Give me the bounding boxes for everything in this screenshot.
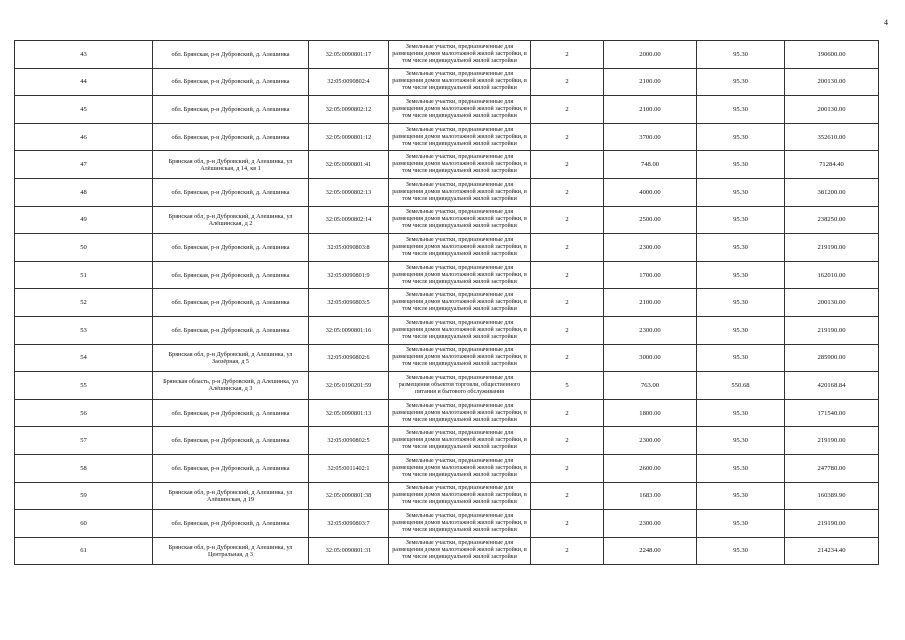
category-cell: 2 <box>531 178 604 206</box>
address-cell: Брянская обл, р-н Дубровский, д Алешинка, ул Центральная, д 3 <box>153 537 309 565</box>
area-cell: 2100.00 <box>604 68 697 96</box>
land-use-cell: Земельные участки, предназначенные для размещения домов малоэтажной жилой застройки, в том числе индивидуальной жилой застройки <box>389 537 531 565</box>
rate-cell: 95.30 <box>697 41 785 69</box>
row-number-cell: 49 <box>15 206 153 234</box>
row-number-cell: 56 <box>15 399 153 427</box>
rate-cell: 95.30 <box>697 178 785 206</box>
rate-cell: 95.30 <box>697 454 785 482</box>
table-row <box>15 427 879 455</box>
category-cell: 2 <box>531 427 604 455</box>
cadastral-value-cell: 238250.00 <box>785 206 879 234</box>
category-cell: 2 <box>531 454 604 482</box>
cadastral-value-cell: 160389.90 <box>785 482 879 510</box>
area-cell: 1700.00 <box>604 261 697 289</box>
rate-cell: 95.30 <box>697 68 785 96</box>
address-cell: обл. Брянская, р-н Дубровский, д. Алешинка <box>153 454 309 482</box>
address-cell: Брянская обл, р-н Дубровский, д Алешинка, ул Алёшинская, д 2 <box>153 206 309 234</box>
area-cell: 2248.00 <box>604 537 697 565</box>
land-use-cell: Земельные участки, предназначенные для размещения объектов торговли, общественного питания и бытового обслуживания <box>389 372 531 400</box>
address-cell: обл. Брянская, р-н Дубровский, д. Алешинка <box>153 289 309 317</box>
land-use-cell: Земельные участки, предназначенные для размещения домов малоэтажной жилой застройки, в том числе индивидуальной жилой застройки <box>389 399 531 427</box>
land-use-cell: Земельные участки, предназначенные для размещения домов малоэтажной жилой застройки, в том числе индивидуальной жилой застройки <box>389 96 531 124</box>
area-cell: 2300.00 <box>604 427 697 455</box>
cadastral-value-cell: 190600.00 <box>785 41 879 69</box>
category-cell: 2 <box>531 234 604 262</box>
land-use-cell: Земельные участки, предназначенные для размещения домов малоэтажной жилой застройки, в том числе индивидуальной жилой застройки <box>389 510 531 538</box>
table-row <box>15 482 879 510</box>
address-cell: обл. Брянская, р-н Дубровский, д. Алешинка <box>153 178 309 206</box>
area-cell: 2300.00 <box>604 316 697 344</box>
address-cell: Брянская обл, р-н Дубровский, д Алешинка, ул Алёшинская, д 19 <box>153 482 309 510</box>
row-number-cell: 60 <box>15 510 153 538</box>
area-cell: 4000.00 <box>604 178 697 206</box>
category-cell: 2 <box>531 261 604 289</box>
cadastral-number-cell: 32:05:0090801:9 <box>309 261 389 289</box>
address-cell: обл. Брянская, р-н Дубровский, д. Алешинка <box>153 510 309 538</box>
area-cell: 3000.00 <box>604 344 697 372</box>
area-cell: 1800.00 <box>604 399 697 427</box>
category-cell: 2 <box>531 68 604 96</box>
cadastral-number-cell: 32:05:0090801:16 <box>309 316 389 344</box>
cadastral-value-cell: 200130.00 <box>785 96 879 124</box>
category-cell: 2 <box>531 289 604 317</box>
rate-cell: 95.30 <box>697 399 785 427</box>
category-cell: 5 <box>531 372 604 400</box>
address-cell: обл. Брянская, р-н Дубровский, д. Алешинка <box>153 261 309 289</box>
row-number-cell: 47 <box>15 151 153 179</box>
address-cell: обл. Брянская, р-н Дубровский, д. Алешинка <box>153 41 309 69</box>
cadastral-number-cell: 32:05:0190201:59 <box>309 372 389 400</box>
cadastral-number-cell: 32:05:0090803:5 <box>309 289 389 317</box>
address-cell: обл. Брянская, р-н Дубровский, д. Алешинка <box>153 68 309 96</box>
category-cell: 2 <box>531 316 604 344</box>
table-row <box>15 399 879 427</box>
cadastral-number-cell: 32:05:0090801:12 <box>309 123 389 151</box>
cadastral-number-cell: 32:05:0090801:38 <box>309 482 389 510</box>
row-number-cell: 58 <box>15 454 153 482</box>
row-number-cell: 43 <box>15 41 153 69</box>
row-number-cell: 44 <box>15 68 153 96</box>
row-number-cell: 55 <box>15 372 153 400</box>
address-cell: Брянская обл, р-н Дубровский, д Алешинка, ул Заозёрная, д 5 <box>153 344 309 372</box>
land-use-cell: Земельные участки, предназначенные для размещения домов малоэтажной жилой застройки, в том числе индивидуальной жилой застройки <box>389 427 531 455</box>
page-number: 4 <box>884 18 888 27</box>
cadastral-number-cell: 32:05:0011402:1 <box>309 454 389 482</box>
cadastral-number-cell: 32:05:0090801:17 <box>309 41 389 69</box>
land-use-cell: Земельные участки, предназначенные для размещения домов малоэтажной жилой застройки, в том числе индивидуальной жилой застройки <box>389 316 531 344</box>
cadastral-number-cell: 32:05:0090803:7 <box>309 510 389 538</box>
land-use-cell: Земельные участки, предназначенные для размещения домов малоэтажной жилой застройки, в том числе индивидуальной жилой застройки <box>389 482 531 510</box>
rate-cell: 95.30 <box>697 261 785 289</box>
area-cell: 2300.00 <box>604 234 697 262</box>
table-row <box>15 41 879 69</box>
rate-cell: 550.68 <box>697 372 785 400</box>
row-number-cell: 61 <box>15 537 153 565</box>
cadastral-number-cell: 32:05:0090802:5 <box>309 427 389 455</box>
land-use-cell: Земельные участки, предназначенные для размещения домов малоэтажной жилой застройки, в том числе индивидуальной жилой застройки <box>389 289 531 317</box>
cadastral-value-cell: 71284.40 <box>785 151 879 179</box>
cadastral-number-cell: 32:05:0090802:14 <box>309 206 389 234</box>
category-cell: 2 <box>531 510 604 538</box>
row-number-cell: 50 <box>15 234 153 262</box>
cadastral-value-cell: 200130.00 <box>785 68 879 96</box>
land-use-cell: Земельные участки, предназначенные для размещения домов малоэтажной жилой застройки, в том числе индивидуальной жилой застройки <box>389 151 531 179</box>
address-cell: обл. Брянская, р-н Дубровский, д. Алешинка <box>153 427 309 455</box>
area-cell: 2600.00 <box>604 454 697 482</box>
row-number-cell: 46 <box>15 123 153 151</box>
category-cell: 2 <box>531 206 604 234</box>
area-cell: 763.00 <box>604 372 697 400</box>
land-use-cell: Земельные участки, предназначенные для размещения домов малоэтажной жилой застройки, в том числе индивидуальной жилой застройки <box>389 454 531 482</box>
table-row <box>15 96 879 124</box>
cadastral-value-cell: 219190.00 <box>785 316 879 344</box>
table-row <box>15 289 879 317</box>
row-number-cell: 51 <box>15 261 153 289</box>
table-row <box>15 316 879 344</box>
rate-cell: 95.30 <box>697 206 785 234</box>
address-cell: Брянская обл, р-н Дубровский, д Алешинка, ул Алёшинская, д 14, кв 1 <box>153 151 309 179</box>
cadastral-value-cell: 247780.00 <box>785 454 879 482</box>
land-use-cell: Земельные участки, предназначенные для размещения домов малоэтажной жилой застройки, в том числе индивидуальной жилой застройки <box>389 178 531 206</box>
rate-cell: 95.30 <box>697 151 785 179</box>
cadastral-value-cell: 171540.00 <box>785 399 879 427</box>
category-cell: 2 <box>531 41 604 69</box>
cadastral-value-cell: 200130.00 <box>785 289 879 317</box>
category-cell: 2 <box>531 399 604 427</box>
row-number-cell: 54 <box>15 344 153 372</box>
area-cell: 2000.00 <box>604 41 697 69</box>
category-cell: 2 <box>531 96 604 124</box>
table-row <box>15 178 879 206</box>
cadastral-value-cell: 420168.84 <box>785 372 879 400</box>
rate-cell: 95.30 <box>697 344 785 372</box>
land-use-cell: Земельные участки, предназначенные для размещения домов малоэтажной жилой застройки, в том числе индивидуальной жилой застройки <box>389 344 531 372</box>
cadastral-value-cell: 162010.00 <box>785 261 879 289</box>
rate-cell: 95.30 <box>697 289 785 317</box>
rate-cell: 95.30 <box>697 482 785 510</box>
table-row <box>15 344 879 372</box>
area-cell: 2100.00 <box>604 96 697 124</box>
rate-cell: 95.30 <box>697 234 785 262</box>
area-cell: 2100.00 <box>604 289 697 317</box>
cadastral-value-cell: 285900.00 <box>785 344 879 372</box>
rate-cell: 95.30 <box>697 96 785 124</box>
rate-cell: 95.30 <box>697 316 785 344</box>
cadastral-value-cell: 219190.00 <box>785 234 879 262</box>
row-number-cell: 48 <box>15 178 153 206</box>
rate-cell: 95.30 <box>697 537 785 565</box>
cadastral-number-cell: 32:05:0090802:13 <box>309 178 389 206</box>
cadastral-value-cell: 214234.40 <box>785 537 879 565</box>
area-cell: 2300.00 <box>604 510 697 538</box>
category-cell: 2 <box>531 123 604 151</box>
address-cell: обл. Брянская, р-н Дубровский, д. Алешинка <box>153 123 309 151</box>
cadastral-number-cell: 32:05:0090802:12 <box>309 96 389 124</box>
cadastral-value-cell: 381200.00 <box>785 178 879 206</box>
cadastral-number-cell: 32:05:0090801:13 <box>309 399 389 427</box>
cadastral-value-cell: 219190.00 <box>785 510 879 538</box>
cadastral-number-cell: 32:05:0090801:41 <box>309 151 389 179</box>
cadastral-number-cell: 32:05:0090801:31 <box>309 537 389 565</box>
land-use-cell: Земельные участки, предназначенные для размещения домов малоэтажной жилой застройки, в том числе индивидуальной жилой застройки <box>389 41 531 69</box>
land-use-cell: Земельные участки, предназначенные для размещения домов малоэтажной жилой застройки, в том числе индивидуальной жилой застройки <box>389 234 531 262</box>
row-number-cell: 57 <box>15 427 153 455</box>
category-cell: 2 <box>531 482 604 510</box>
area-cell: 2500.00 <box>604 206 697 234</box>
category-cell: 2 <box>531 537 604 565</box>
cadastral-value-cell: 352610.00 <box>785 123 879 151</box>
rate-cell: 95.30 <box>697 510 785 538</box>
table-row <box>15 261 879 289</box>
table-row <box>15 151 879 179</box>
table-row <box>15 234 879 262</box>
category-cell: 2 <box>531 151 604 179</box>
cadastral-number-cell: 32:05:0090802:6 <box>309 344 389 372</box>
table-row <box>15 372 879 400</box>
land-use-cell: Земельные участки, предназначенные для размещения домов малоэтажной жилой застройки, в том числе индивидуальной жилой застройки <box>389 206 531 234</box>
land-use-cell: Земельные участки, предназначенные для размещения домов малоэтажной жилой застройки, в том числе индивидуальной жилой застройки <box>389 261 531 289</box>
table-row <box>15 510 879 538</box>
cadastral-number-cell: 32:05:0090803:8 <box>309 234 389 262</box>
cadastral-value-cell: 219190.00 <box>785 427 879 455</box>
address-cell: обл. Брянская, р-н Дубровский, д. Алешинка <box>153 316 309 344</box>
rate-cell: 95.30 <box>697 427 785 455</box>
land-use-cell: Земельные участки, предназначенные для размещения домов малоэтажной жилой застройки, в том числе индивидуальной жилой застройки <box>389 68 531 96</box>
table-row <box>15 68 879 96</box>
row-number-cell: 53 <box>15 316 153 344</box>
land-cadastral-table <box>14 40 879 565</box>
table-row <box>15 537 879 565</box>
row-number-cell: 52 <box>15 289 153 317</box>
table-body <box>15 41 879 565</box>
table-row <box>15 454 879 482</box>
row-number-cell: 45 <box>15 96 153 124</box>
row-number-cell: 59 <box>15 482 153 510</box>
table-row <box>15 206 879 234</box>
table-row <box>15 123 879 151</box>
address-cell: обл. Брянская, р-н Дубровский, д. Алешинка <box>153 399 309 427</box>
category-cell: 2 <box>531 344 604 372</box>
area-cell: 748.00 <box>604 151 697 179</box>
address-cell: Брянская область, р-н Дубровский, д Алешинка, ул Алёшинская, д 3 <box>153 372 309 400</box>
area-cell: 1683.00 <box>604 482 697 510</box>
address-cell: обл. Брянская, р-н Дубровский, д. Алешинка <box>153 96 309 124</box>
address-cell: обл. Брянская, р-н Дубровский, д. Алешинка <box>153 234 309 262</box>
rate-cell: 95.30 <box>697 123 785 151</box>
area-cell: 3700.00 <box>604 123 697 151</box>
land-use-cell: Земельные участки, предназначенные для размещения домов малоэтажной жилой застройки, в том числе индивидуальной жилой застройки <box>389 123 531 151</box>
cadastral-number-cell: 32:05:0090802:4 <box>309 68 389 96</box>
